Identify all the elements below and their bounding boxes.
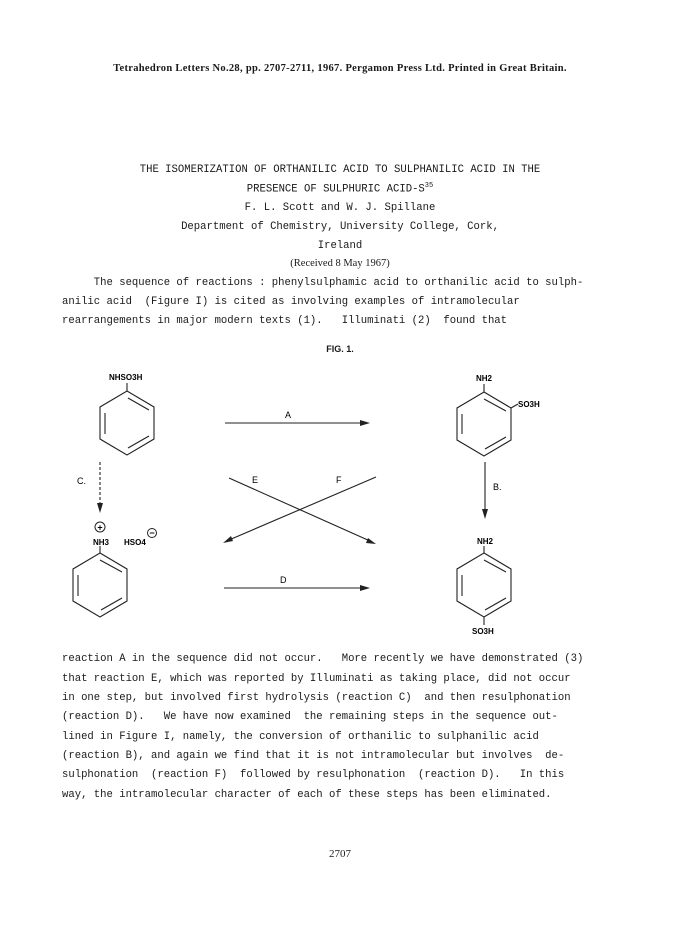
para2-line-2: that reaction E, which was reported by Illuminati as taking place, did not occur: [62, 673, 571, 685]
label-nhso3h: NHSO3H: [109, 373, 143, 382]
plus-charge: +: [97, 522, 103, 533]
label-d: D: [280, 575, 287, 585]
arrow-f: [229, 477, 376, 540]
label-b: B.: [493, 482, 502, 492]
paper-title-text: PRESENCE OF SULPHURIC ACID-S: [246, 183, 425, 196]
paper-title-line-1: THE ISOMERIZATION OF ORTHANILIC ACID TO SULPHANILIC ACID IN THE: [139, 164, 541, 176]
label-nh2-top: NH2: [476, 374, 493, 383]
arrowhead-e: [366, 538, 376, 544]
para2-line-1: reaction A in the sequence did not occur. More recently we have demonstrated (3): [62, 653, 584, 665]
para1-line-2: anilic acid (Figure I) is cited as involving examples of intramolecular: [62, 296, 520, 308]
benzene-ring-anilinium: [73, 546, 127, 617]
label-a: A: [285, 410, 292, 420]
para2-line-8: way, the intramolecular character of each of these steps has been eliminated.: [62, 789, 552, 801]
affiliation-line-2: Ireland: [317, 240, 363, 252]
para2-line-7: sulphonation (reaction F) followed by resulphonation (reaction D). In this: [62, 769, 565, 781]
benzene-ring-sulphanilic: [457, 546, 511, 625]
label-c: C.: [77, 476, 86, 486]
para2-line-6: (reaction B), and again we find that it is not intramolecular but involves de-: [62, 750, 565, 762]
label-nh2-bottom: NH2: [477, 537, 494, 546]
label-so3h-top: SO3H: [518, 400, 540, 409]
minus-charge: −: [149, 528, 155, 538]
figure-caption: FIG. 1.: [326, 344, 354, 354]
para2-line-4: (reaction D). We have now examined the remaining steps in the sequence out-: [62, 711, 558, 723]
arrowhead-a: [360, 420, 370, 426]
authors: F. L. Scott and W. J. Spillane: [244, 202, 436, 214]
journal-header: Tetrahedron Letters No.28, pp. 2707-2711, 1967. Pergamon Press Ltd. Printed in Great Britain.: [113, 63, 567, 74]
benzene-ring-phenylsulphamic: [100, 383, 154, 455]
isotope-superscript: 35: [424, 182, 434, 190]
para2-line-3: in one step, but involved first hydrolysis (reaction C) and then resulphonation: [62, 692, 571, 704]
arrowhead-f: [223, 536, 233, 543]
label-f: F: [336, 475, 342, 485]
label-so3h-bottom: SO3H: [472, 627, 494, 636]
label-hso4: HSO4: [124, 538, 146, 547]
affiliation-line-1: Department of Chemistry, University College, Cork,: [181, 221, 499, 233]
para1-line-1: The sequence of reactions : phenylsulphamic acid to orthanilic acid to sulph-: [62, 277, 584, 289]
arrowhead-b: [482, 509, 488, 519]
received-date: (Received 8 May 1967): [290, 258, 390, 269]
page-number: 2707: [329, 848, 351, 860]
label-e: E: [252, 475, 259, 485]
para1-line-3: rearrangements in major modern texts (1). Illuminati (2) found that: [62, 315, 508, 327]
benzene-ring-orthanilic: [457, 384, 518, 456]
arrowhead-c: [97, 503, 103, 513]
arrowhead-d: [360, 585, 370, 591]
para2-line-5: lined in Figure I, namely, the conversion of orthanilic to sulphanilic acid: [62, 731, 539, 743]
label-nh3: NH3: [93, 538, 110, 547]
